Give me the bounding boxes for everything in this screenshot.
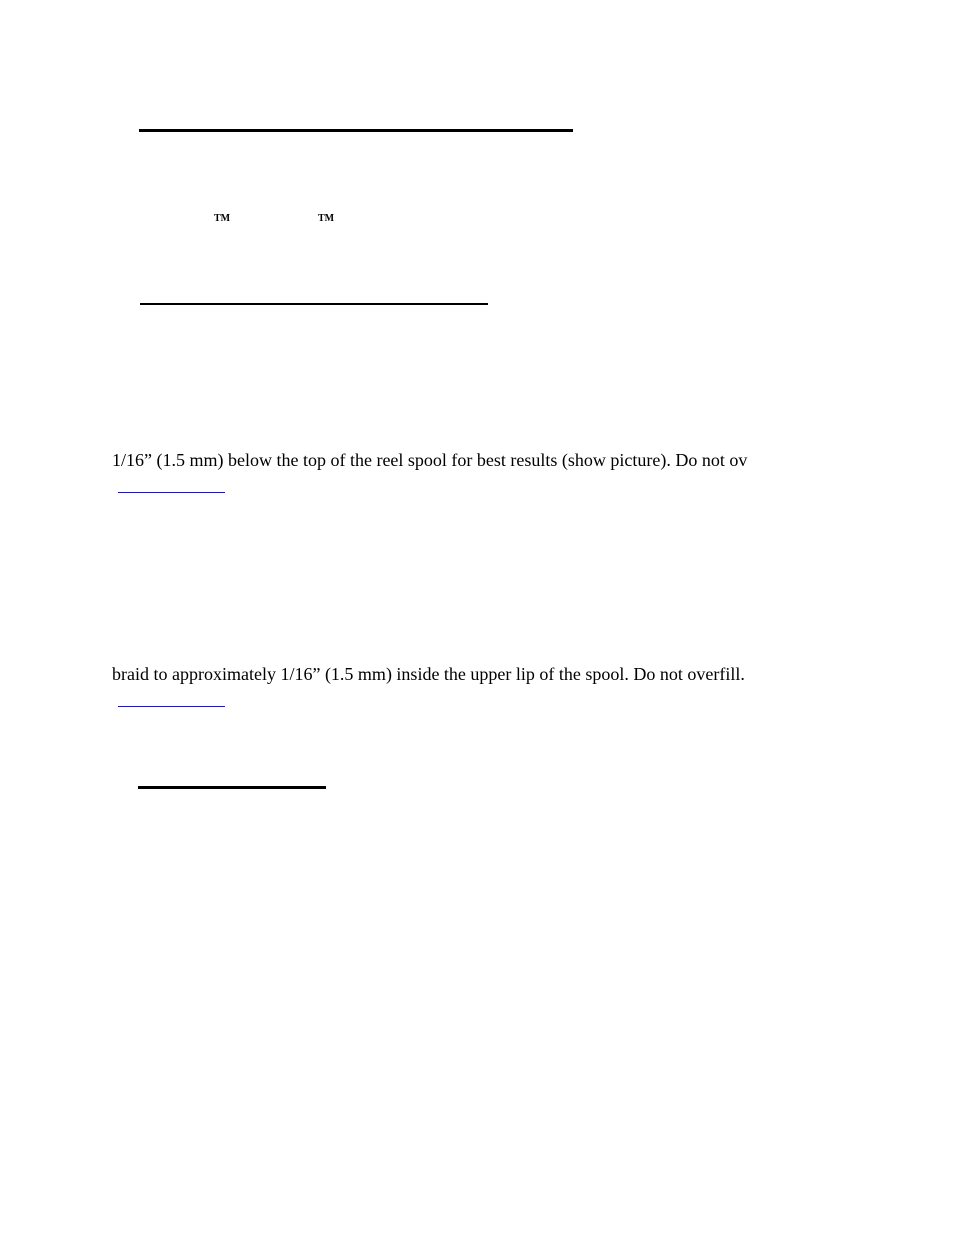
heading-underline-1 bbox=[139, 129, 573, 132]
heading-underline-2 bbox=[140, 303, 488, 305]
paragraph-line-2: braid to approximately 1/16” (1.5 mm) inside the upper lip of the spool. Do not overfill. bbox=[112, 664, 745, 684]
heading-underline-3 bbox=[138, 786, 326, 789]
link-underline-1[interactable] bbox=[118, 492, 225, 493]
link-underline-2[interactable] bbox=[118, 706, 225, 707]
trademark-symbol-2: TM bbox=[318, 213, 335, 224]
trademark-symbol-1: TM bbox=[214, 213, 231, 224]
paragraph-line-1: 1/16” (1.5 mm) below the top of the reel spool for best results (show picture). Do not ov bbox=[112, 450, 748, 470]
